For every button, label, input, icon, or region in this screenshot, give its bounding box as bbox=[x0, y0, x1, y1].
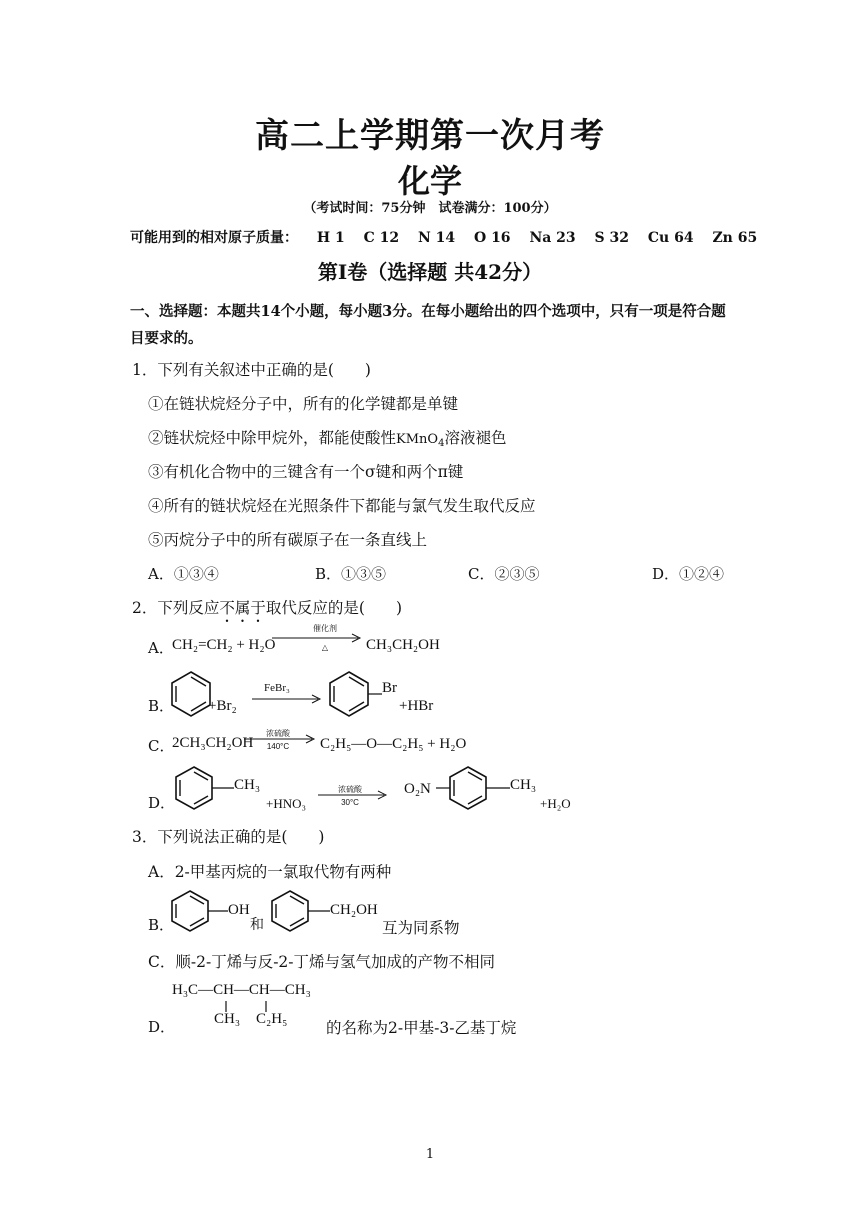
q3-d-branch-ethyl: C₂H₅ bbox=[256, 1011, 288, 1027]
q2-c-reactants: 2CH₃CH₂OH bbox=[172, 735, 254, 751]
q2-stem-c: 取代反应的是( ) bbox=[265, 599, 402, 617]
q2-a-label: A． bbox=[148, 639, 174, 657]
bromobenzene-ring-icon bbox=[324, 668, 384, 720]
volume-title: 第Ⅰ卷（选择题 共42分） bbox=[317, 260, 543, 284]
q3-d-label: D． bbox=[148, 1018, 176, 1036]
exam-info: （考试时间：75分钟 试卷满分：100分） bbox=[303, 201, 557, 216]
mass-o: O 16 bbox=[474, 230, 511, 246]
q2-c-condition: 140°C bbox=[266, 742, 290, 751]
q1-option-c: C．②③⑤ bbox=[468, 565, 540, 583]
benzyl-alcohol-ring-icon bbox=[268, 888, 334, 934]
q1-statement-1: ①在链状烷烃分子中，所有的化学键都是单键 bbox=[148, 395, 459, 413]
q3-option-c: C．顺-2-丁烯与反-2-丁烯与氢气加成的产物不相同 bbox=[148, 953, 496, 971]
q2-a-condition: △ bbox=[321, 643, 329, 652]
q2-c-label: C． bbox=[148, 737, 175, 755]
q1-statement-5: ⑤丙烷分子中的所有碳原子在一条直线上 bbox=[148, 531, 428, 549]
q2-c-arrow bbox=[244, 732, 316, 746]
q2-c-catalyst: 浓硫酸 bbox=[266, 729, 290, 738]
q1-option-a: A．①③④ bbox=[148, 565, 219, 583]
q2-a-catalyst: 催化剂 bbox=[313, 624, 337, 633]
q2-d-nitro: O₂N bbox=[404, 781, 431, 797]
mass-h: H 1 bbox=[316, 230, 345, 246]
q2-a-reactants: CH₂=CH₂ + H₂O bbox=[172, 637, 276, 653]
q3-b-hydroxyl: OH bbox=[228, 902, 250, 918]
q2-d-label: D． bbox=[148, 794, 176, 812]
q3-d-branch-methyl: CH₃ bbox=[214, 1011, 241, 1027]
q1-s2-tail: 溶液褪色 bbox=[444, 429, 507, 447]
q2-d-reagent: +HNO₃ bbox=[266, 796, 307, 811]
q2-d-arrow bbox=[318, 788, 388, 802]
q2-b-byproduct: +HBr bbox=[399, 698, 434, 714]
q2-a-arrow bbox=[272, 630, 362, 644]
q2-d-catalyst: 浓硫酸 bbox=[338, 785, 362, 794]
toluene-ring-icon bbox=[172, 764, 238, 812]
q3-b-and: 和 bbox=[250, 917, 264, 933]
q2-d-substituent: CH₃ bbox=[234, 777, 261, 793]
q1-statement-2 bbox=[148, 426, 506, 449]
mass-na: Na 23 bbox=[529, 230, 576, 246]
q3-b-label: B． bbox=[148, 916, 175, 934]
q3-d-tail: 的名称为2-甲基-3-乙基丁烷 bbox=[326, 1019, 517, 1037]
q3-b-tail: 互为同系物 bbox=[382, 919, 460, 937]
q2-b-substituent: Br bbox=[382, 680, 397, 696]
q2-d-substituent-2: CH₃ bbox=[510, 777, 537, 793]
q1-stem: 1．下列有关叙述中正确的是( ) bbox=[132, 361, 371, 379]
mass-c: C 12 bbox=[363, 230, 400, 246]
q3-b-ch2oh: CH₂OH bbox=[330, 902, 378, 918]
mass-cu: Cu 64 bbox=[647, 230, 694, 246]
mass-n: N 14 bbox=[417, 230, 456, 246]
section-instruction: 一、选择题：本题共14个小题，每小题3分。在每小题给出的四个选项中，只有一项是符合题目要求的。 bbox=[130, 303, 726, 347]
mass-zn: Zn 65 bbox=[712, 230, 758, 246]
subject-title: 化学 bbox=[397, 162, 462, 200]
mass-s: S 32 bbox=[594, 230, 630, 246]
q3-stem: 3．下列说法正确的是( ) bbox=[132, 828, 325, 846]
q1-option-d: D．①②④ bbox=[652, 565, 725, 583]
q2-stem bbox=[132, 596, 402, 626]
q2-b-reagent: +Br₂ bbox=[208, 698, 237, 714]
q2-b-catalyst: FeBr₃ bbox=[264, 682, 290, 694]
q2-c-product: C₂H₅—O—C₂H₅ + H₂O bbox=[320, 736, 467, 752]
q2-d-condition: 30°C bbox=[341, 798, 359, 807]
q3-d-main-chain: H₃C—CH—CH—CH₃ bbox=[172, 982, 311, 998]
q3-option-a: A．2-甲基丙烷的一氯取代物有两种 bbox=[148, 863, 392, 881]
atomic-masses bbox=[130, 227, 757, 247]
q2-stem-a: 2．下列反应 bbox=[132, 599, 220, 617]
q1-s2-text: ②链状烷烃中除甲烷外，都能使酸性 bbox=[148, 429, 397, 447]
atomic-masses-label: 可能用到的相对原子质量： bbox=[130, 230, 298, 246]
q2-b-label: B． bbox=[148, 697, 175, 715]
q2-b-arrow bbox=[252, 692, 322, 706]
q2-d-byproduct: +H₂O bbox=[540, 796, 571, 811]
page-number: 1 bbox=[425, 1147, 435, 1162]
phenol-ring-icon bbox=[168, 888, 232, 934]
q1-option-b: B．①③⑤ bbox=[315, 565, 387, 583]
q1-s2-subscript: 4 bbox=[438, 438, 445, 449]
q1-statement-3: ③有机化合物中的三键含有一个σ键和两个π键 bbox=[148, 463, 464, 481]
q2-stem-emphasis: 不属于 bbox=[219, 599, 266, 617]
exam-title: 高二上学期第一次月考 bbox=[255, 116, 605, 156]
q2-a-product: CH₃CH₂OH bbox=[366, 637, 440, 653]
q1-s2-formula: KMnO bbox=[396, 432, 439, 447]
q1-statement-4: ④所有的链状烷烃在光照条件下都能与氯气发生取代反应 bbox=[148, 497, 536, 515]
